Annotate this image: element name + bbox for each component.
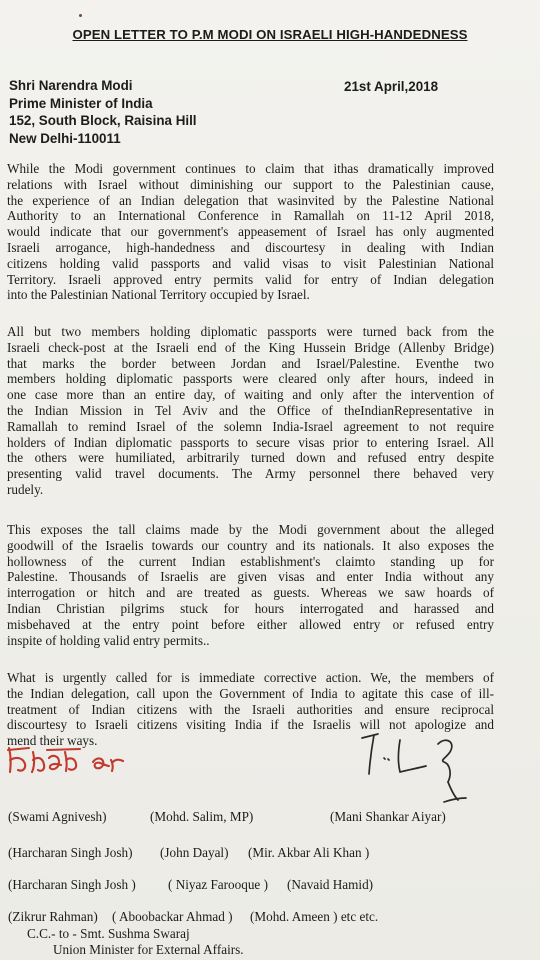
signer-name: (Mohd. Ameen ) etc etc. (250, 909, 379, 924)
paragraph-3 (7, 522, 494, 648)
paragraph-line: What is urgently called for is immediate corrective action. We, the members of (7, 670, 494, 685)
paragraph-line: the others were humiliated, arbitrarily turned down and refused entry despite (7, 450, 494, 466)
addressee-name: Shri Narendra Modi (9, 78, 133, 93)
signer-name: (Mohd. Salim, MP) (150, 809, 254, 824)
signer-name: ( Niyaz Farooque ) (168, 877, 268, 892)
paragraph-line: Palestine. Thousands of Israelis are given visas and enter India without any (7, 569, 494, 585)
paragraph-line: relations with Israel without diminishing our support to the Palestinian cause, (7, 176, 494, 192)
paragraph-line: treatment of Indian citizens with the Israeli authorities and ensure reciprocal (7, 701, 494, 717)
signer-name: (Navaid Hamid) (287, 877, 374, 892)
letter-date: 21st April,2018 (344, 79, 439, 94)
signer-name: (Harcharan Singh Josh ) (8, 877, 136, 892)
paragraph-line: interrogation or hitch and are treated as guests. Whereas we saw hoards of (7, 585, 494, 601)
paragraph-line: mend their ways. (7, 733, 98, 749)
paragraph-line: the Indian delegation, call upon the Government of India to agitate this case of ill- (7, 685, 494, 701)
signer-name: (Mir. Akbar Ali Khan ) (248, 845, 370, 860)
paragraph-line: the experience of an Indian delegation that wasinvited by the Palestine National (7, 192, 494, 208)
handwritten-signature-right (352, 728, 477, 808)
paragraph-line: citizens holding valid passports and valid visas to visit Palestinian National (7, 255, 494, 271)
signer-name: (Zikrur Rahman) (8, 909, 98, 924)
addressee-designation: Prime Minister of India (9, 95, 153, 111)
addressee-address-line1: 152, South Block, Raisina Hill (9, 113, 197, 128)
paragraph-line: This exposes the tall claims made by the Modi government about the alleged (7, 522, 494, 537)
paragraph-line: that marks the border between Jordan and Israel/Palestine. Eventhe two (7, 355, 494, 371)
paragraph-line: Ramallah to remind Israel of the solemn India-Israel agreement to not require (7, 418, 494, 434)
paragraph-line: While the Modi government continues to claim that ithas dramatically improved (7, 161, 494, 176)
signer-name: (John Dayal) (160, 845, 229, 860)
paragraph-line: misbehaved at the entry point before either allowed entry or refused entry (7, 616, 494, 632)
cc-line-2: Union Minister for External Affairs. (53, 942, 244, 957)
paragraph-line: inspite of holding valid entry permits.. (7, 632, 210, 648)
signer-name: (Swami Agnivesh) (8, 809, 107, 824)
paragraph-line: presenting valid travel documents. The Army personnel there behaved very (7, 466, 494, 482)
paragraph-line: Indian Christian pilgrims stuck for hours interrogated and harassed and (7, 600, 494, 616)
ink-speck (79, 14, 82, 17)
paragraph-line: All but two members holding diplomatic passports were turned back from the (7, 324, 494, 339)
paragraph-line: Territory. Israeli approved entry permits valid for entry of Indian delegation (7, 271, 494, 287)
addressee-block (9, 77, 197, 147)
signer-name: (Harcharan Singh Josh) (8, 845, 133, 860)
paragraph-2 (7, 324, 494, 498)
paragraph-line: Israeli check-post at the Israeli end of the King Hussein Bridge (Allenby Bridge) (7, 339, 494, 355)
paragraph-line: holders of Indian diplomatic passports to secure visas prior to entering Israel. All (7, 434, 494, 450)
paragraph-line: into the Palestinian National Territory occupied by Israel. (7, 287, 310, 303)
paragraph-line: the Indian Mission in Tel Aviv and the Office of theIndianRepresentative in (7, 402, 494, 418)
signer-name: (Mani Shankar Aiyar) (330, 809, 446, 824)
letter-title: OPEN LETTER TO P.M MODI ON ISRAELI HIGH-HANDEDNESS (72, 27, 468, 42)
paragraph-line: members holding diplomatic passports were cleared only after hours, indeed in (7, 371, 494, 387)
paragraph-line: hollowness of the current Indian establishment's claimto standing up for (7, 553, 494, 569)
paragraph-line: discourtesy to Israeli citizens visiting India if the Israelis will not apologize and (7, 717, 494, 733)
signer-name: ( Aboobackar Ahmad ) (112, 909, 233, 924)
paragraph-line: Authority to an International Conference in Ramallah on 11-12 April 2018, (7, 208, 494, 224)
paragraph-1 (7, 161, 494, 303)
paragraph-line: Israeli arrogance, high-handedness and discourtesy in dealing with Indian (7, 239, 494, 255)
addressee-address-line2: New Delhi-110011 (9, 130, 121, 146)
paragraph-line: goodwill of the Israelis towards our country and its nationals. It also exposes the (7, 537, 494, 553)
handwritten-signature-left (5, 738, 135, 788)
paragraph-line: one case more than an entire day, of waiting and only after the intervention of (7, 387, 494, 403)
paragraph-line: rudely. (7, 481, 44, 497)
paragraph-line: would indicate that our government's appeasement of Israel has only augmented (7, 224, 494, 240)
cc-line-1: C.C.- to - Smt. Sushma Swaraj (27, 926, 190, 941)
